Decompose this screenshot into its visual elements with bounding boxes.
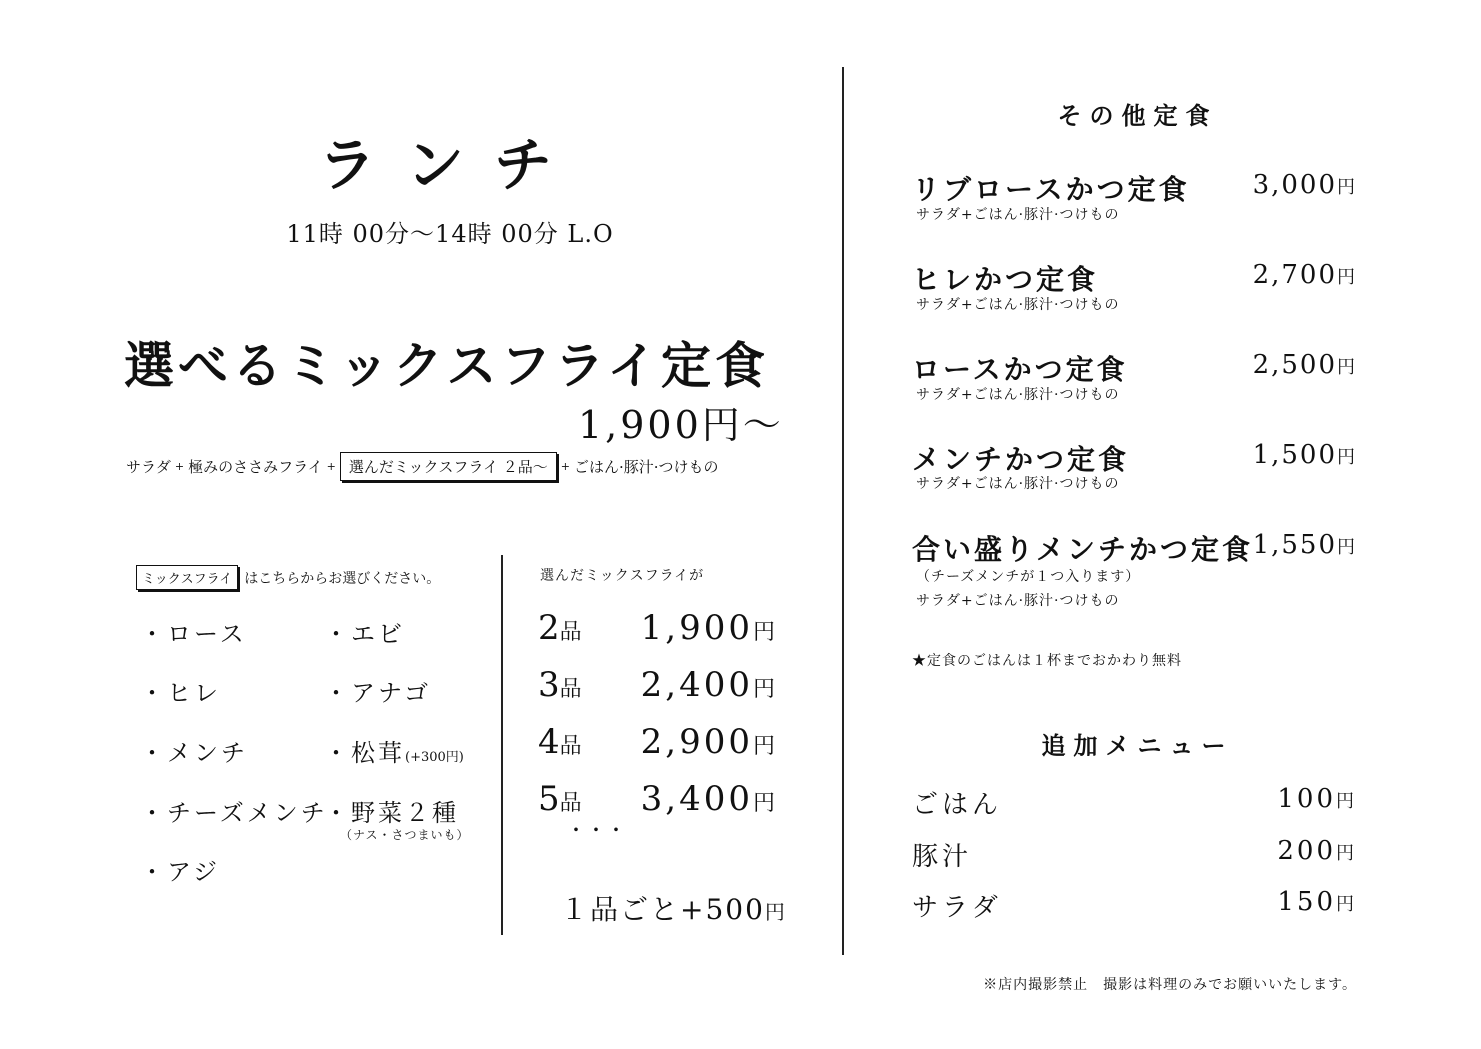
set-price-amount: 2,700	[1252, 260, 1337, 290]
tier-count: 2	[538, 608, 560, 648]
set-price-yen: 円	[1337, 537, 1357, 558]
set-price	[1253, 260, 1357, 290]
desc-salad: サラダ	[126, 458, 171, 476]
add-price-amount: 100	[1277, 784, 1336, 814]
price-header: 選んだミックスフライが	[540, 568, 705, 584]
tier-unit: 品	[559, 677, 582, 702]
set-description: サラダ+ごはん·豚汁·つけもの	[916, 476, 1120, 492]
fry-item-menchi: ・メンチ	[140, 739, 248, 767]
add-item-price	[1277, 836, 1357, 866]
tier-unit: 品	[559, 734, 582, 759]
fry-item-anago: ・アナゴ	[324, 679, 432, 707]
tier-yen: 円	[752, 677, 778, 702]
tier-amount: 2,900	[640, 722, 753, 762]
set-name: 合い盛りメンチかつ定食	[912, 533, 1254, 566]
fry-item-rosu: ・ロース	[140, 620, 247, 648]
tier-yen: 円	[752, 734, 778, 759]
add-price-amount: 200	[1277, 836, 1336, 866]
per-item-yen: 円	[764, 900, 787, 924]
mix-fry-price: 1,900円～	[578, 403, 784, 447]
choose-mix-fry-box: ミックスフライ	[136, 565, 238, 590]
set-price-yen: 円	[1337, 267, 1357, 288]
photo-policy-note: ※店内撮影禁止 撮影は料理のみでお願いいたします。	[983, 977, 1357, 993]
desc-plus-3: +	[560, 460, 570, 473]
set-price-yen: 円	[1337, 447, 1357, 468]
set-name: ロースかつ定食	[912, 353, 1128, 386]
mix-fry-title: 選べるミックスフライ定食	[124, 336, 769, 395]
additional-menu-title: 追加メニュー	[1041, 731, 1234, 760]
set-price-amount: 2,500	[1252, 350, 1337, 380]
desc-sasami: 極みのささみフライ	[188, 458, 323, 476]
choose-text: はこちらからお選びください。	[244, 570, 441, 587]
set-description: サラダ+ごはん·豚汁·つけもの	[916, 593, 1120, 609]
set-price	[1253, 170, 1357, 200]
fry-item-cheese-menchi: ・チーズメンチ	[140, 799, 328, 827]
add-price-yen: 円	[1336, 894, 1357, 915]
add-item-name: ごはん	[912, 790, 1003, 820]
set-price-amount: 3,000	[1252, 170, 1337, 200]
tier-row	[538, 722, 778, 762]
tier-yen: 円	[752, 791, 778, 816]
set-description: サラダ+ごはん·豚汁·つけもの	[916, 387, 1120, 403]
tier-row	[538, 608, 778, 648]
tier-amount: 2,400	[640, 665, 753, 705]
set-description: サラダ+ごはん·豚汁·つけもの	[916, 297, 1120, 313]
tier-count: 5	[538, 779, 560, 819]
other-sets-title: その他定食	[1057, 101, 1218, 130]
continuation-dots: ・・・	[566, 818, 626, 842]
fry-item-ebi: ・エビ	[324, 620, 405, 648]
fry-item-matsutake	[324, 733, 464, 768]
fry-item-hire: ・ヒレ	[140, 679, 221, 707]
matsutake-extra-price: (+300円)	[405, 750, 464, 765]
choose-instruction	[136, 565, 440, 590]
add-item-price	[1277, 887, 1357, 917]
set-price	[1253, 530, 1357, 560]
set-price-amount: 1,550	[1252, 530, 1337, 560]
desc-sides: ごはん·豚汁·つけもの	[573, 458, 719, 476]
tier-unit: 品	[559, 791, 582, 816]
tier-count: 3	[538, 665, 560, 705]
desc-chosen-fry-box: 選んだミックスフライ ２品～	[340, 452, 557, 481]
add-item-price	[1277, 784, 1357, 814]
tier-amount: 3,400	[640, 779, 753, 819]
set-price-yen: 円	[1337, 177, 1357, 198]
set-price	[1253, 350, 1357, 380]
fry-item-aji: ・アジ	[140, 858, 221, 886]
set-name: メンチかつ定食	[912, 443, 1130, 476]
price-column-divider	[501, 555, 503, 935]
matsutake-label: ・松茸	[324, 739, 405, 767]
tier-amount: 1,900	[640, 608, 753, 648]
tier-row	[538, 779, 778, 819]
lunch-title: ランチ	[317, 131, 582, 199]
mix-fry-description	[126, 452, 719, 481]
add-price-yen: 円	[1336, 843, 1357, 864]
lunch-hours: 11時 00分～14時 00分 L.O	[286, 220, 614, 248]
set-price	[1253, 440, 1357, 470]
add-price-yen: 円	[1336, 791, 1357, 812]
set-price-amount: 1,500	[1252, 440, 1337, 470]
desc-plus-1: +	[174, 460, 185, 473]
tier-row	[538, 665, 778, 705]
set-extra-note: （チーズメンチが１つ入ります）	[916, 569, 1141, 585]
set-description: サラダ+ごはん·豚汁·つけもの	[916, 207, 1120, 223]
tier-count: 4	[538, 722, 560, 762]
tier-yen: 円	[752, 620, 778, 645]
tier-unit: 品	[559, 620, 582, 645]
add-item-name: 豚汁	[912, 842, 973, 872]
set-name: ヒレかつ定食	[912, 263, 1099, 296]
per-item-text: １品ごと+500	[560, 893, 765, 926]
desc-plus-2: +	[326, 460, 336, 473]
per-item-price	[560, 888, 787, 928]
set-price-yen: 円	[1337, 357, 1357, 378]
set-name: リブロースかつ定食	[912, 173, 1190, 206]
refill-note: ★定食のごはんは１杯までおかわり無料	[912, 653, 1182, 669]
yasai-note: （ナス・さつまいも）	[340, 828, 470, 842]
add-price-amount: 150	[1277, 887, 1336, 917]
fry-item-yasai: ・野菜２種	[324, 799, 459, 827]
add-item-name: サラダ	[912, 893, 1002, 923]
